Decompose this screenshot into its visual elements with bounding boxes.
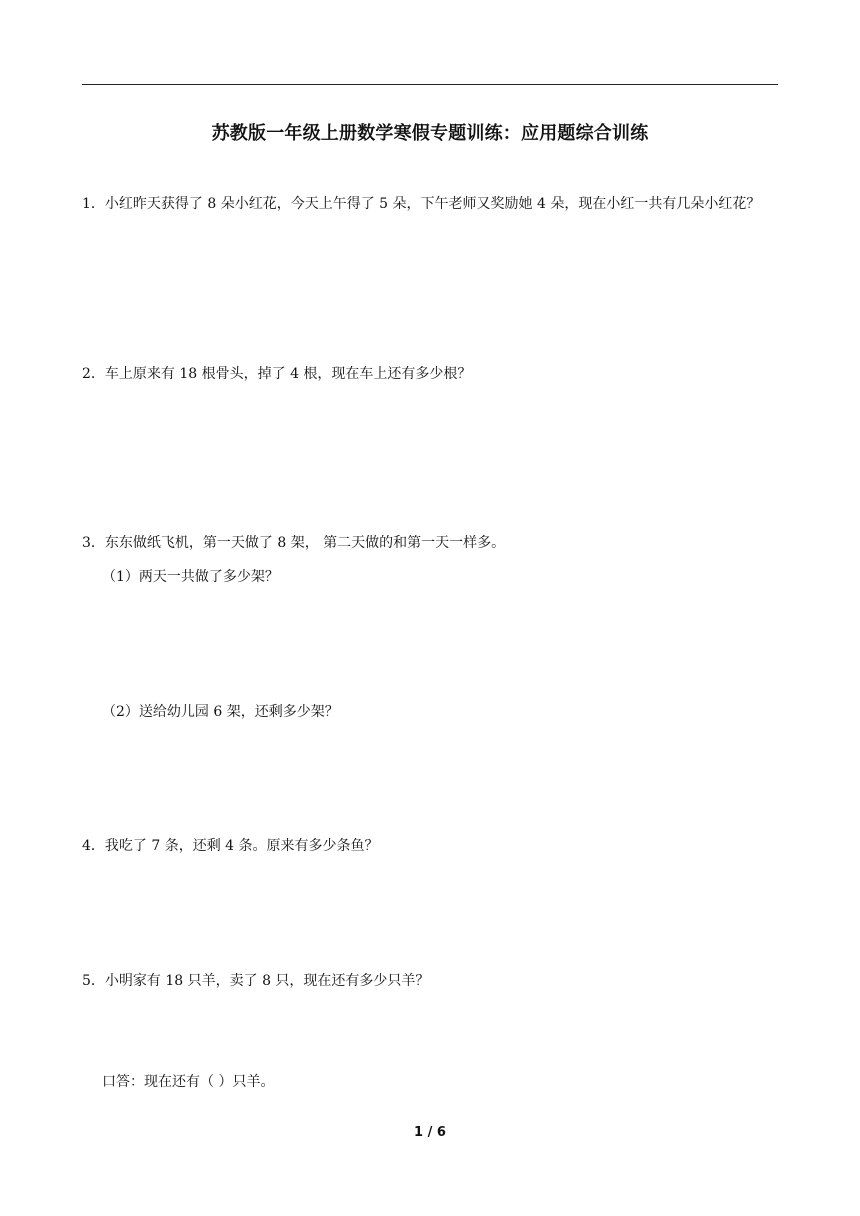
question-4: 4．我吃了 7 条，还剩 4 条。原来有多少条鱼？ — [82, 838, 379, 854]
page-title: 苏教版一年级上册数学寒假专题训练：应用题综合训练 — [211, 123, 649, 144]
question-1: 1．小红昨天获得了 8 朵小红花，今天上午得了 5 朵，下午老师又奖励她 4 朵，现在小红一共有几朵小红花？ — [82, 196, 761, 212]
question-3-part-1: （1）两天一共做了多少架？ — [102, 569, 279, 585]
question-3: 3．东东做纸飞机，第一天做了 8 架， 第二天做的和第一天一样多。 — [82, 535, 506, 551]
question-5-answer-line: 口答：现在还有（ ）只羊。 — [102, 1074, 275, 1090]
question-3-part-2: （2）送给幼儿园 6 架，还剩多少架？ — [102, 704, 339, 720]
question-2: 2．车上原来有 18 根骨头，掉了 4 根，现在车上还有多少根？ — [82, 366, 472, 382]
header-rule — [82, 84, 778, 85]
page-number: 1 / 6 — [414, 1125, 446, 1140]
question-5: 5．小明家有 18 只羊，卖了 8 只，现在还有多少只羊？ — [82, 973, 430, 989]
